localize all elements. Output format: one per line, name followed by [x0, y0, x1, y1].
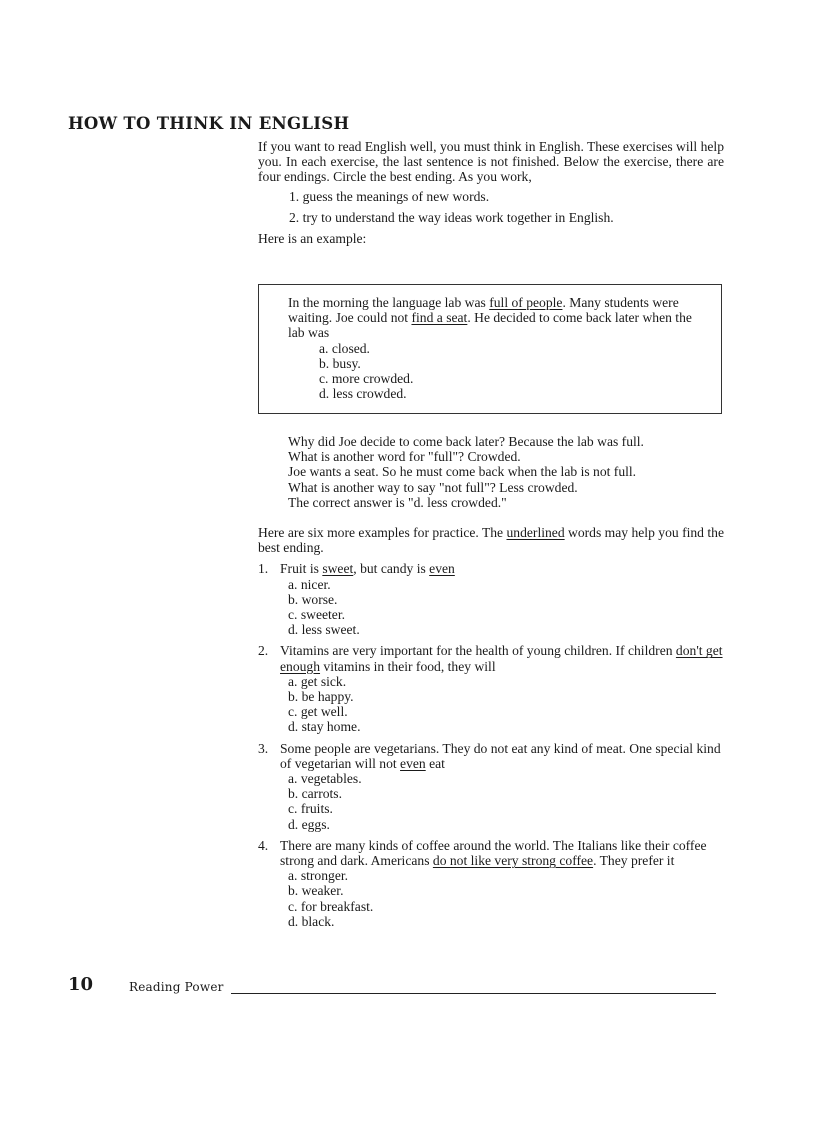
example-intro: Here is an example: [258, 231, 367, 247]
answer-option[interactable]: d. less sweet. [288, 622, 360, 638]
answer-option[interactable]: a. get sick. [288, 673, 347, 689]
explanation-line: What is another word for "full"? Crowded. [288, 449, 521, 465]
question-number: 2. [258, 643, 269, 659]
answer-option[interactable]: b. carrots. [288, 786, 342, 802]
page-number: 10 [68, 974, 94, 995]
goal-item: 2. try to understand the way ideas work together in English. [289, 209, 614, 225]
answer-option[interactable]: c. get well. [288, 704, 348, 720]
answer-option: c. more crowded. [319, 371, 414, 387]
practice-intro-after: words may help you find the best ending. [258, 525, 724, 556]
answer-option[interactable]: b. worse. [288, 591, 338, 607]
question-text-part: , but candy is [353, 561, 430, 577]
answer-option[interactable]: c. fruits. [288, 801, 333, 817]
question-text-part: . They prefer it [593, 853, 675, 869]
question-number: 4. [258, 837, 269, 853]
question-text [280, 741, 724, 771]
answer-option: a. closed. [319, 340, 370, 356]
question-text [280, 561, 724, 576]
example-box [258, 284, 722, 414]
goal-item: 1. guess the meanings of new words. [289, 188, 490, 204]
answer-option[interactable]: b. be happy. [288, 689, 354, 705]
practice-section [258, 525, 724, 929]
answer-options [288, 674, 724, 735]
explanation [288, 434, 728, 510]
underlined-phrase: don't get enough [280, 643, 723, 674]
explanation-line: Why did Joe decide to come back later? Because the lab was full. [288, 434, 644, 449]
explanation-line: Joe wants a seat. So he must come back when the lab is not full. [288, 464, 637, 480]
underlined-phrase: do not like very strong coffee [432, 853, 594, 869]
answer-option[interactable]: a. vegetables. [288, 771, 362, 787]
question-text-part: There are many kinds of coffee around the world. The Italians like their coffee strong and dark. Americans [280, 837, 707, 869]
question-3 [258, 741, 724, 832]
answer-option[interactable]: b. weaker. [288, 883, 344, 899]
question-text-part: eat [425, 755, 445, 771]
explanation-line: What is another way to say "not full"? Less crowded. [288, 479, 578, 495]
example-text-middle: . Many students were waiting. Joe could not [288, 295, 679, 326]
example-options [288, 341, 693, 402]
answer-options [288, 771, 724, 832]
intro-paragraph: If you want to read English well, you must think in English. These exercises will help you. In each exercise, the last sentence is not finished. Below the exercise, there are four endings. Circle the best ending. As you work, [258, 139, 725, 185]
answer-option[interactable]: a. nicer. [288, 576, 331, 592]
answer-option[interactable]: a. stronger. [288, 868, 349, 884]
answer-option[interactable]: c. sweeter. [288, 607, 345, 623]
explanation-line: The correct answer is "d. less crowded." [288, 494, 507, 510]
underlined-phrase: find a seat [411, 310, 468, 326]
question-number: 3. [258, 740, 269, 756]
practice-intro [258, 525, 724, 555]
answer-option[interactable]: d. stay home. [288, 719, 361, 735]
answer-options [288, 577, 724, 638]
answer-option: d. less crowded. [319, 386, 407, 402]
question-number: 1. [258, 561, 269, 577]
practice-intro-before: Here are six more examples for practice. The [258, 525, 507, 540]
question-text-part: vitamins in their food, they will [320, 658, 496, 674]
example-text-before: In the morning the language lab was [288, 295, 490, 310]
answer-option[interactable]: d. eggs. [288, 816, 330, 832]
example-passage [288, 295, 693, 341]
question-2 [258, 643, 724, 734]
question-text-part: Vitamins are very important for the health of young children. If children [280, 643, 676, 659]
question-text [280, 838, 724, 868]
question-1 [258, 561, 724, 637]
question-4 [258, 838, 724, 929]
underlined-phrase: even [400, 755, 426, 771]
underlined-phrase: full of people [489, 295, 563, 310]
section-heading: HOW TO THINK IN ENGLISH [68, 114, 350, 133]
goals-list [258, 189, 724, 225]
question-text-part: Some people are vegetarians. They do not eat any kind of meat. One special kind of vegetarian will not [280, 740, 721, 771]
page-footer [68, 974, 716, 998]
answer-option[interactable]: d. black. [288, 913, 335, 929]
answer-option[interactable]: c. for breakfast. [288, 898, 374, 914]
answer-options [288, 868, 724, 929]
underlined-phrase: even [429, 561, 455, 577]
question-text-part: Fruit is [280, 561, 323, 577]
underlined-phrase: sweet [322, 561, 354, 577]
footer-rule [231, 993, 716, 994]
underlined-phrase: underlined [506, 525, 565, 540]
example-text-after: . He decided to come back later when the lab was [288, 310, 692, 341]
answer-option: b. busy. [319, 355, 361, 371]
question-text [280, 643, 724, 673]
intro-section [258, 139, 724, 246]
example-content [288, 295, 693, 401]
running-title: Reading Power [129, 980, 224, 994]
